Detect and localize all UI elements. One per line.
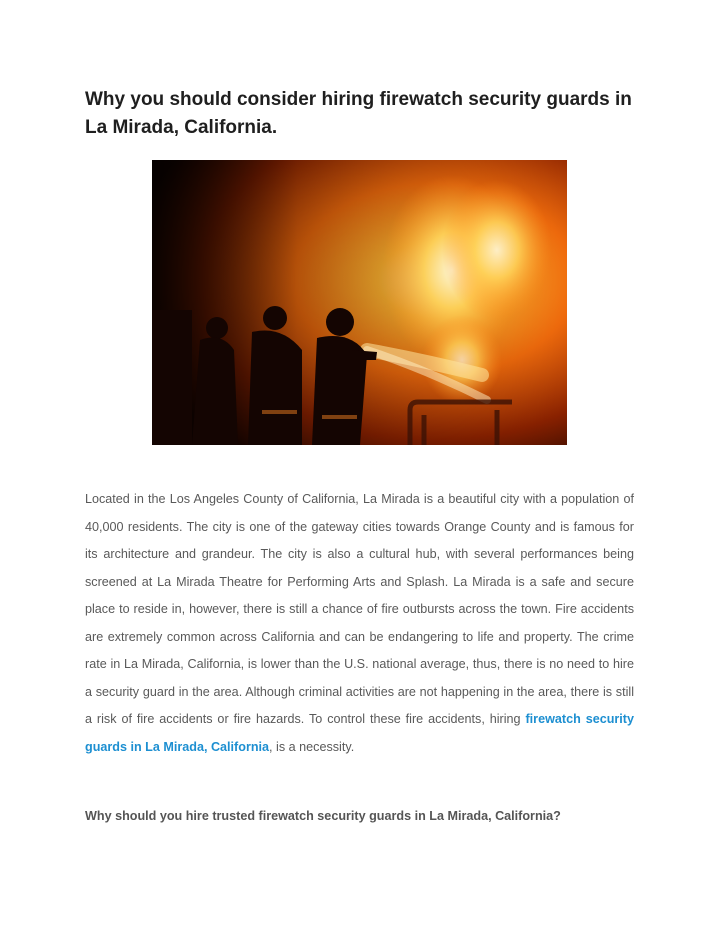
- firewatch-guards-link[interactable]: firewatch security guards in La Mirada, California: [85, 712, 635, 754]
- article-title: Why you should consider hiring firewatch security guards in La Mirada, California.: [85, 89, 632, 138]
- firefighters-photo: [152, 160, 567, 445]
- section-subheading: Why should you hire trusted firewatch security guards in La Mirada, California?: [85, 809, 561, 823]
- intro-paragraph: [85, 486, 634, 761]
- paragraph-text-end: , is a necessity.: [269, 739, 355, 754]
- fire-scene-illustration: [152, 160, 567, 445]
- paragraph-text: Located in the Los Angeles County of California, La Mirada is a beautiful city with a population of 40,000 residents. The city is one of the gateway cities towards Orange County and is famous for its architecture and grandeur. The city is also a cultural hub, with several performances being screened at La Mirada Theatre for Performing Arts and Splash. La Mirada is a safe and secure place to reside in, however, there is still a chance of fire outbursts across the town. Fire accidents are extremely common across California and can be endangering to life and property. The crime rate in La Mirada, California, is lower than the U.S. national average, thus, there is no need to hire a security guard in the area. Although criminal activities are not happening in the area, there is still a risk of fire accidents or fire hazards. To control these fire accidents, hiring: [85, 492, 634, 726]
